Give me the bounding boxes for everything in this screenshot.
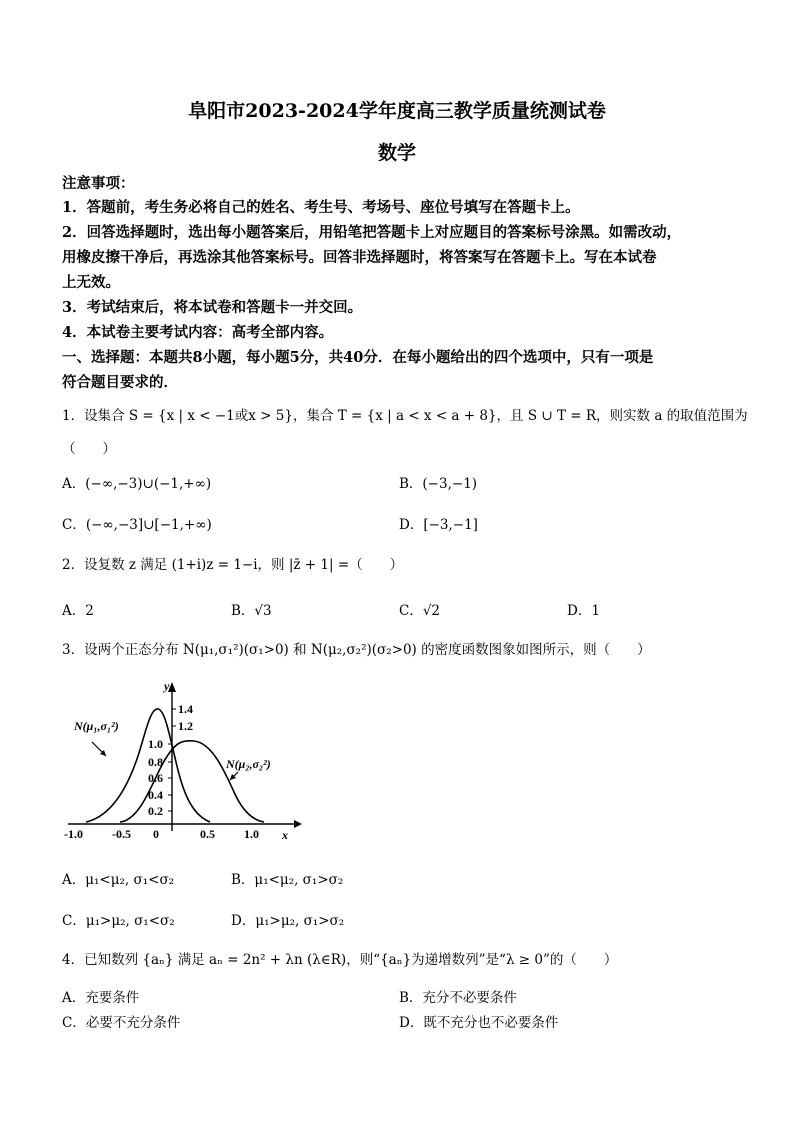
exam-title: 阜阳市2023-2024学年度高三教学质量统测试卷: [188, 100, 606, 122]
note-line: 用橡皮擦干净后，再选涂其他答案标号。回答非选择题时，将答案写在答题卡上。写在本试卷: [62, 249, 657, 266]
curve-1-label: N(μ₁,σ₁²): [74, 719, 119, 733]
y-tick-label: 0.8: [148, 755, 163, 769]
q1-option-d: D．[−3,−1]: [399, 517, 478, 533]
note-line: 2．回答选择题时，选出每小题答案后，用铅笔把答题卡上对应题目的答案标号涂黑。如需改动，: [62, 224, 682, 241]
question-1-paren: （ ）: [62, 441, 116, 457]
y-tick-label: 0.6: [148, 771, 163, 785]
q3-option-d: D．μ₁>μ₂, σ₁>σ₂: [231, 913, 345, 929]
y-tick-label: 1.4: [178, 702, 193, 716]
y-tick-label: 0.2: [148, 804, 163, 818]
q1-option-a: A．(−∞,−3)∪(−1,+∞): [62, 476, 212, 492]
q1-option-b: B．(−3,−1): [399, 476, 478, 492]
note-line: 4．本试卷主要考试内容：高考全部内容。: [62, 324, 334, 341]
x-tick-label: 1.0: [244, 827, 259, 841]
y-tick-label: 0.4: [148, 788, 163, 802]
y-axis-label: y: [164, 679, 170, 693]
x-tick-label: 0: [153, 827, 159, 841]
section-heading-cont: 符合题目要求的．: [62, 374, 178, 391]
q4-option-a: A．充要条件: [62, 990, 140, 1006]
subject-title: 数学: [377, 142, 416, 164]
q4-option-c: C．必要不充分条件: [62, 1015, 181, 1031]
x-tick-label: -0.5: [112, 827, 131, 841]
q3-option-c: C．μ₁>μ₂, σ₁<σ₂: [62, 913, 175, 929]
note-line: 上无效。: [62, 274, 120, 291]
normal-distribution-figure: [62, 676, 302, 844]
q1-option-c: C．(−∞,−3]∪[−1,+∞): [62, 517, 212, 533]
question-1-stem: 1．设集合 S = {x | x < −1或x > 5}，集合 T = {x | a < x < a + 8}，且 S ∪ T = R，则实数 a 的取值范围为: [62, 408, 748, 424]
note-line: 3．考试结束后，将本试卷和答题卡一并交回。: [62, 299, 363, 316]
notes-heading: 注意事项：: [62, 175, 135, 192]
question-2-stem: 2．设复数 z 满足 (1+i)z = 1−i，则 |z̄ + 1| =（ ）: [62, 557, 404, 573]
x-axis-arrow: [294, 820, 302, 828]
q2-option-a: A．2: [62, 603, 94, 619]
curve-2-label: N(μ₂,σ₂²): [226, 757, 271, 771]
q2-option-d: D．1: [567, 603, 600, 619]
note-line: 1．答题前，考生务必将自己的姓名、考生号、考场号、座位号填写在答题卡上。: [62, 199, 580, 216]
x-tick-label: 0.5: [200, 827, 215, 841]
x-tick-label: -1.0: [64, 827, 83, 841]
y-tick-label: 1.0: [148, 737, 163, 751]
q4-option-d: D．既不充分也不必要条件: [399, 1015, 559, 1031]
question-4-stem: 4．已知数列 {aₙ} 满足 aₙ = 2n² + λn (λ∈R)，则“{aₙ}为递增数列”是“λ ≥ 0”的（ ）: [62, 952, 618, 968]
q3-option-b: B．μ₁<μ₂, σ₁>σ₂: [231, 872, 344, 888]
q2-option-c: C．√2: [399, 603, 441, 619]
y-tick-label: 1.2: [178, 719, 193, 733]
x-axis-label: x: [282, 828, 288, 842]
section-heading: 一、选择题：本题共8小题，每小题5分，共40分．在每小题给出的四个选项中，只有一项是: [62, 349, 654, 366]
question-3-stem: 3．设两个正态分布 N(μ₁,σ₁²)(σ₁>0) 和 N(μ₂,σ₂²)(σ₂>0) 的密度函数图象如图所示，则（ ）: [62, 642, 651, 658]
q4-option-b: B．充分不必要条件: [399, 990, 517, 1006]
q3-option-a: A．μ₁<μ₂, σ₁<σ₂: [62, 872, 175, 888]
curve-n2: [120, 741, 264, 822]
q2-option-b: B．√3: [231, 603, 272, 619]
